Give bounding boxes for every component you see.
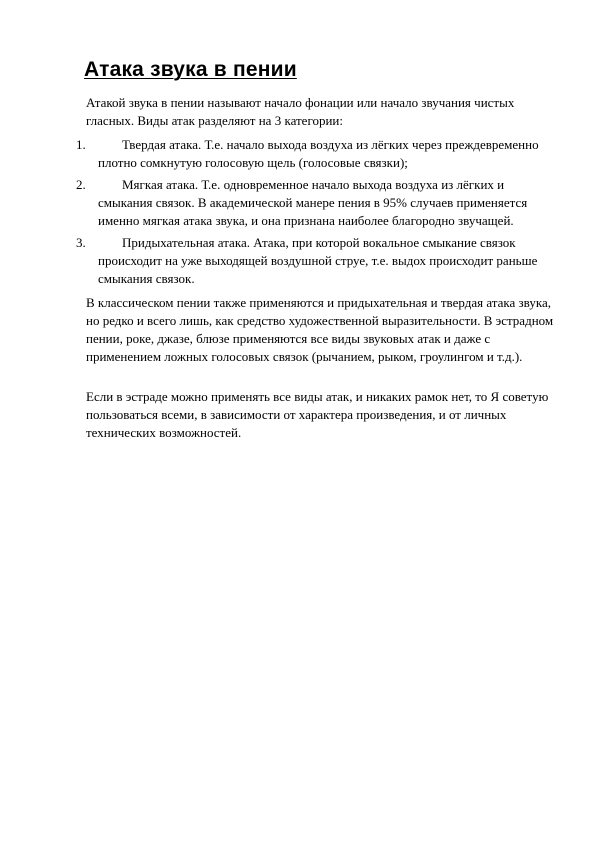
list-item-text: Твердая атака. Т.е. начало выхода воздуха из лёгких через преждевременно плотно сомкнутую голосовую щель (голосовые связки); bbox=[98, 137, 539, 170]
list-item-text: Мягкая атака. Т.е. одновременное начало выхода воздуха из лёгких и смыкания связок. В академической манере пения в 95% случаев применяется именно мягкая атака звука, и она признана наиболее благородно звучащей. bbox=[98, 177, 528, 228]
list-item-number: 1. bbox=[76, 137, 86, 152]
list-item-text-wrapper bbox=[98, 136, 552, 172]
list-item-text-wrapper bbox=[98, 176, 552, 230]
conclusion-paragraph: Если в эстраде можно применять все виды атак, и никаких рамок нет, то Я советую пользоваться всеми, в зависимости от характера произведения, и от личных технических возможностей. bbox=[86, 389, 549, 440]
attack-types-list bbox=[76, 136, 552, 292]
list-item-breathy-attack bbox=[76, 234, 552, 288]
list-item-text: Придыхательная атака. Атака, при которой вокальное смыкание связок происходит на уже выходящей воздушной струе, т.е. выдох происходит раньше смыкания связок. bbox=[98, 235, 538, 286]
list-item-soft-attack bbox=[76, 176, 552, 230]
list-item-number: 3. bbox=[76, 235, 86, 250]
page-title: Атака звука в пении bbox=[84, 58, 297, 81]
intro-paragraph: Атакой звука в пении называют начало фонации или начало звучания чистых гласных. Виды атак разделяют на 3 категории: bbox=[86, 95, 515, 128]
list-item-text-wrapper bbox=[98, 234, 552, 288]
list-item-hard-attack bbox=[76, 136, 552, 172]
classical-singing-paragraph: В классическом пении также применяются и придыхательная и твердая атака звука, но редко и всего лишь, как средство художественной выразительности. В эстрадном пении, роке, джазе, блюзе применяются все виды звуковых атак и даже с применением ложных голосовых связок (рычанием, рыком, гроулингом и т.д.). bbox=[86, 295, 554, 364]
list-item-number: 2. bbox=[76, 177, 86, 192]
